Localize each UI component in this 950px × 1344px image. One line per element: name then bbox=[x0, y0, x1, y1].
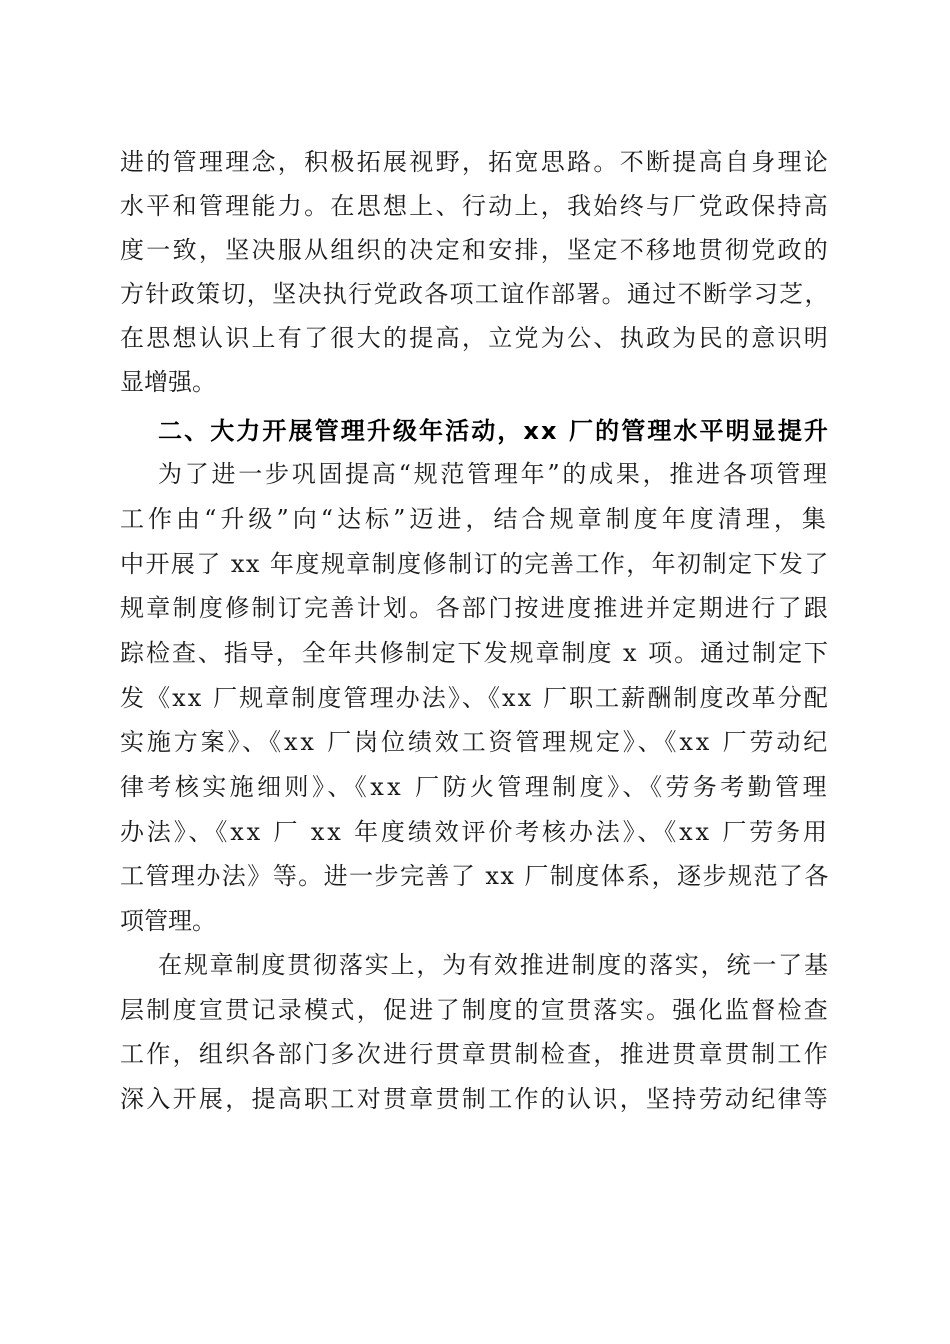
line-text: 为了进一步巩固提高“规范管理年”的成果，推进各项管理 bbox=[158, 460, 830, 488]
body-line bbox=[0, 720, 950, 764]
body-line bbox=[0, 943, 950, 987]
line-text: 工作由“升级”向“达标”迈进，结合规章制度年度清理，集 bbox=[120, 505, 830, 533]
line-text: 方针政策切，坚决执行党政各项工谊作部署。通过不断学习芝， bbox=[120, 280, 830, 308]
line-text: 踪检查、指导，全年共修制定下发规章制度 x 项。通过制定下 bbox=[120, 639, 830, 667]
line-text: 中开展了 xx 年度规章制度修制订的完善工作，年初制定下发了 bbox=[120, 550, 830, 578]
line-text: 工作，组织各部门多次进行贯章贯制检查，推进贯章贯制工作 bbox=[120, 1040, 831, 1068]
line-text: 律考核实施细则》、《xx 厂防火管理制度》、《劳务考勤管理 bbox=[120, 773, 830, 801]
body-line bbox=[0, 452, 950, 496]
body-line bbox=[0, 586, 950, 630]
line-text: 项管理。 bbox=[120, 907, 216, 935]
line-text: 办法》、《xx 厂 xx 年度绩效评价考核办法》、《xx 厂劳务用 bbox=[120, 818, 830, 846]
body-line bbox=[0, 184, 950, 228]
line-text: 规章制度修制订完善计划。各部门按进度推进并定期进行了跟 bbox=[120, 594, 831, 622]
body-line bbox=[0, 316, 950, 360]
body-line bbox=[0, 988, 950, 1032]
body-line bbox=[0, 542, 950, 586]
body-line bbox=[0, 765, 950, 809]
line-text: 水平和管理能力。在思想上、行动上，我始终与厂党政保持高 bbox=[120, 192, 831, 220]
line-text: 发《xx 厂规章制度管理办法》、《xx 厂职工薪酬制度改革分配 bbox=[120, 684, 830, 712]
line-text: 实施方案》、《xx 厂岗位绩效工资管理规定》、《xx 厂劳动纪 bbox=[120, 728, 831, 756]
body-line bbox=[0, 810, 950, 854]
body-line bbox=[0, 228, 950, 272]
body-line bbox=[0, 140, 950, 184]
section-heading bbox=[0, 409, 950, 453]
line-text: 进的管理理念，积极拓展视野，拓宽思路。不断提高自身理论 bbox=[120, 148, 831, 176]
line-text: 在思想认识上有了很大的提高，立党为公、执政为民的意识明 bbox=[120, 324, 831, 352]
section-heading-text: 二、大力开展管理升级年活动，xx 厂的管理水平明显提升 bbox=[158, 417, 831, 445]
body-line bbox=[0, 1077, 950, 1121]
body-line bbox=[0, 497, 950, 541]
body-line bbox=[0, 854, 950, 898]
body-line bbox=[0, 360, 950, 404]
line-text: 在规章制度贯彻落实上，为有效推进制度的落实，统一了基 bbox=[158, 951, 830, 979]
line-text: 深入开展，提高职工对贯章贯制工作的认识，坚持劳动纪律等 bbox=[120, 1085, 831, 1113]
body-line bbox=[0, 272, 950, 316]
body-line bbox=[0, 676, 950, 720]
line-text: 工管理办法》等。进一步完善了 xx 厂制度体系，逐步规范了各 bbox=[120, 862, 830, 890]
body-line bbox=[0, 899, 950, 943]
line-text: 层制度宣贯记录模式，促进了制度的宣贯落实。强化监督检查 bbox=[120, 996, 831, 1024]
body-line bbox=[0, 631, 950, 675]
body-line bbox=[0, 1032, 950, 1076]
line-text: 显增强。 bbox=[120, 368, 216, 396]
line-text: 度一致，坚决服从组织的决定和安排，坚定不移地贯彻党政的 bbox=[120, 236, 831, 264]
